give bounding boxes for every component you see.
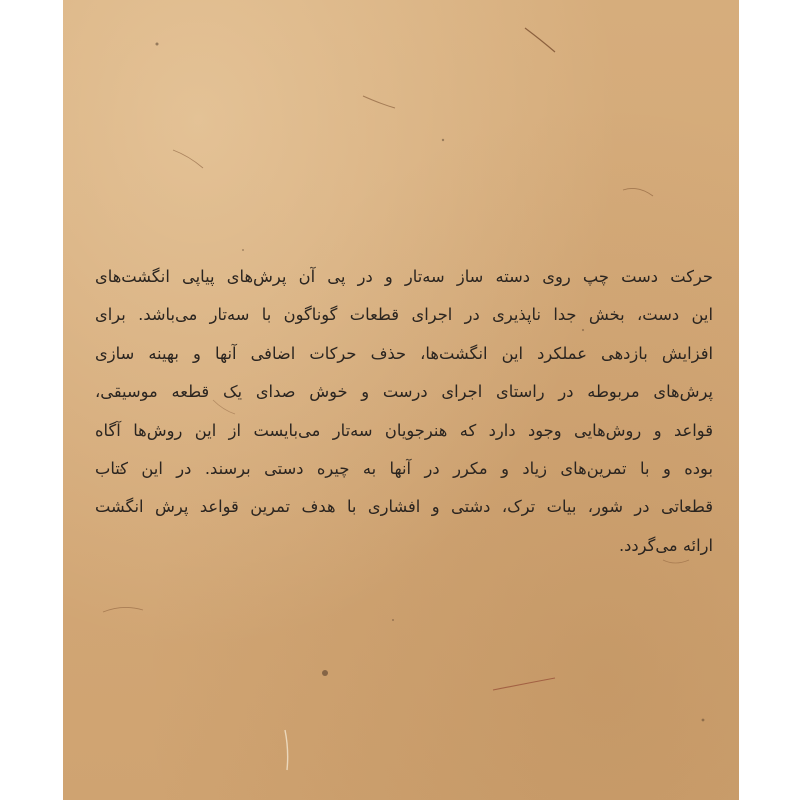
paragraph-line: حرکت دست چپ روی دسته ساز سه‌تار و در پی آن پرش‌های پیاپی انگشت‌های: [95, 267, 713, 286]
paragraph-line: بوده و با تمرین‌های زیاد و مکرر در آنها به چیره دستی برسند. در این کتاب: [95, 458, 713, 478]
paragraph-line: این دست، بخش جدا ناپذیری در اجرای قطعات گوناگون با سه‌تار می‌باشد. برای: [95, 305, 713, 325]
book-back-cover: [63, 0, 739, 800]
paragraph-line: قطعاتی در شور، بیات ترک، دشتی و افشاری با هدف تمرین قواعد پرش انگشت: [95, 497, 713, 517]
paragraph-line: افزایش بازدهی عملکرد این انگشت‌ها، حذف حرکات اضافی آنها و بهینه سازی: [95, 343, 713, 363]
description-paragraph: [95, 258, 713, 565]
paragraph-line: قواعد و روش‌هایی وجود دارد که هنرجویان سه‌تار می‌بایست از این روش‌ها آگاه: [95, 420, 713, 440]
paragraph-line: پرش‌های مربوطه در راستای اجرای درست و خوش صدای یک قطعه موسیقی،: [95, 382, 713, 402]
paragraph-line: ارائه می‌گردد.: [618, 535, 713, 555]
